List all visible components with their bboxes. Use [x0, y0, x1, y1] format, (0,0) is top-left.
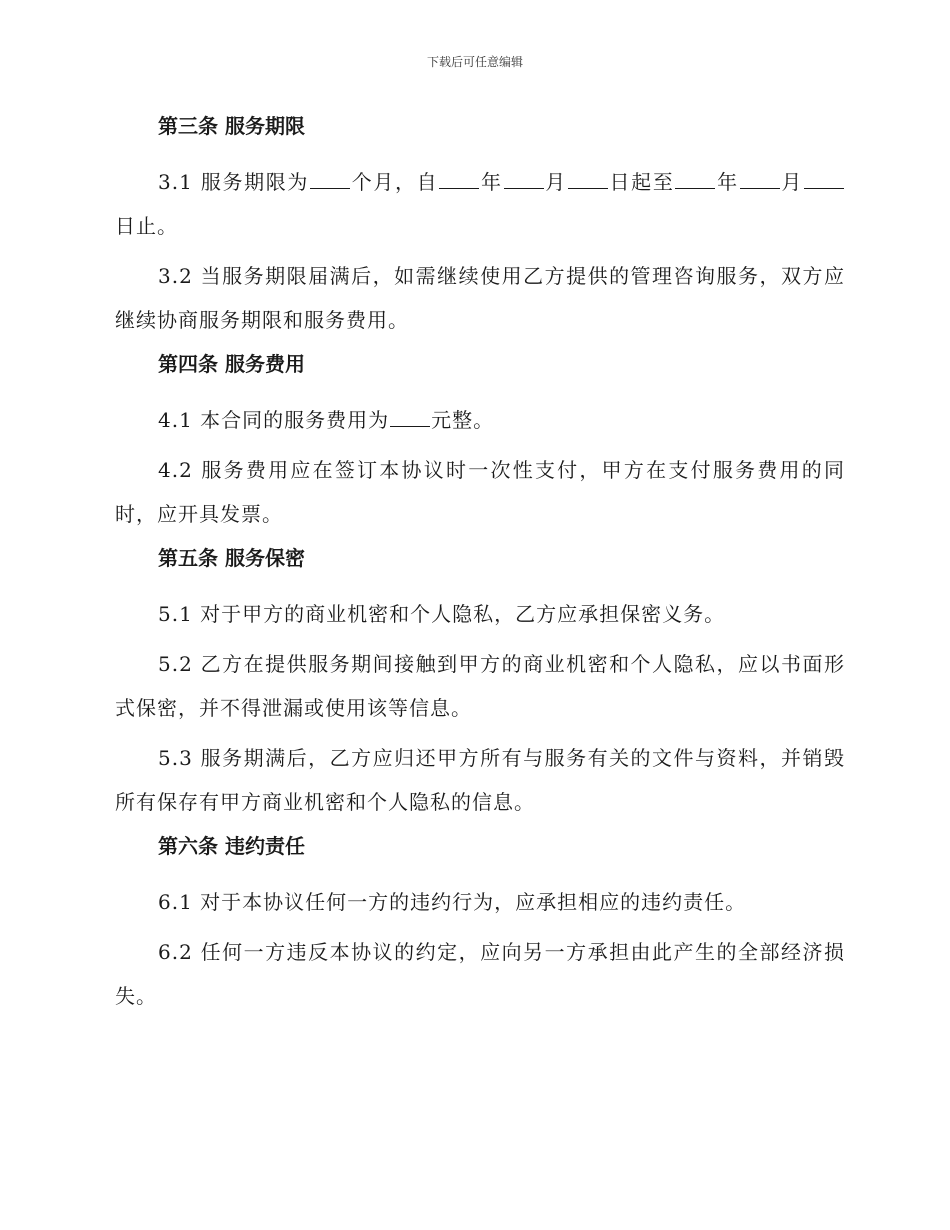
- blank-field-end-month[interactable]: [740, 166, 780, 189]
- blank-field-start-year[interactable]: [439, 166, 479, 189]
- blank-field-start-day[interactable]: [568, 166, 608, 189]
- section-heading-5: 第五条 服务保密: [158, 546, 305, 570]
- blank-field-end-day[interactable]: [804, 166, 844, 189]
- clause-text: 本合同的服务费用为: [200, 408, 390, 432]
- clause-text: 服务费用应在签订本协议时一次性支付，甲方在支付服务费用的同时，应开具发票。: [115, 458, 845, 526]
- clause-text: 元整。: [431, 408, 495, 432]
- clause-text: 对于甲方的商业机密和个人隐私，乙方应承担保密义务。: [200, 602, 726, 626]
- clause-number: 6.2: [158, 940, 193, 964]
- clause-3-2: [115, 254, 845, 342]
- blank-field-start-month[interactable]: [504, 166, 544, 189]
- section-heading-4: 第四条 服务费用: [158, 352, 305, 376]
- clause-4-2: [115, 448, 845, 536]
- clause-number: 5.3: [158, 746, 193, 770]
- clause-5-2: [115, 642, 845, 730]
- contract-body: [115, 110, 845, 1024]
- clause-text: 月: [544, 170, 567, 194]
- clause-text: 月: [780, 170, 804, 194]
- clause-number: 6.1: [158, 890, 193, 914]
- page-header: 下载后可任意编辑: [426, 55, 523, 69]
- clause-text: 日止。: [115, 214, 178, 238]
- blank-field-end-year[interactable]: [675, 166, 715, 189]
- clause-text: 对于本协议任何一方的违约行为，应承担相应的违约责任。: [200, 890, 747, 914]
- clause-number: 4.2: [158, 458, 193, 482]
- section-heading-3: 第三条 服务期限: [158, 114, 305, 138]
- clause-text: 日起至: [608, 170, 675, 194]
- clause-text: 当服务期限届满后，如需继续使用乙方提供的管理咨询服务，双方应继续协商服务期限和服务费用。: [115, 264, 846, 332]
- section-heading-6: 第六条 违约责任: [158, 834, 305, 858]
- clause-5-1: [115, 592, 845, 636]
- clause-text: 年: [716, 170, 739, 194]
- clause-text: 任何一方违反本协议的约定，应向另一方承担由此产生的全部经济损失。: [115, 940, 846, 1008]
- clause-6-1: [115, 880, 845, 924]
- clause-6-2: [115, 930, 845, 1018]
- clause-number: 3.1: [158, 170, 193, 194]
- clause-number: 3.2: [158, 264, 193, 288]
- clause-number: 5.2: [158, 652, 193, 676]
- clause-text: 服务期满后，乙方应归还甲方所有与服务有关的文件与资料，并销毁所有保存有甲方商业机密和个人隐私的信息。: [115, 746, 846, 814]
- clause-text: 个月，自: [351, 170, 439, 194]
- clause-3-1: [115, 160, 845, 248]
- clause-text: 乙方在提供服务期间接触到甲方的商业机密和个人隐私，应以书面形式保密，并不得泄漏或使用该等信息。: [115, 652, 846, 720]
- clause-number: 5.1: [158, 602, 193, 626]
- blank-field-fee[interactable]: [390, 404, 430, 427]
- clause-text: 年: [480, 170, 503, 194]
- clause-5-3: [115, 736, 845, 824]
- blank-field-months[interactable]: [310, 166, 350, 189]
- clause-number: 4.1: [158, 408, 193, 432]
- clause-4-1: [115, 398, 845, 442]
- clause-text: 服务期限为: [200, 170, 310, 194]
